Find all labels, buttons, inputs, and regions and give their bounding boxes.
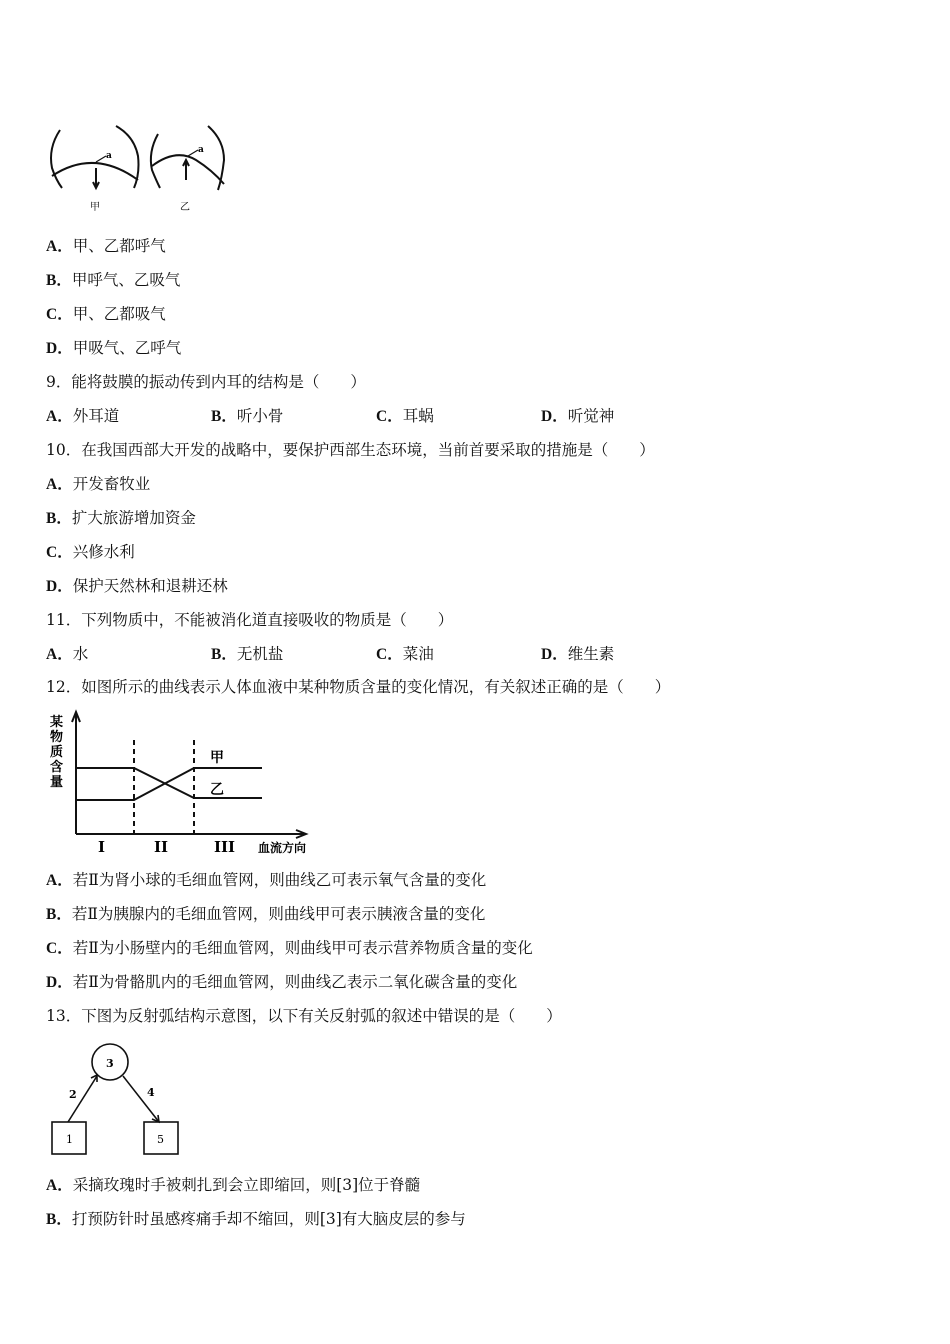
q9-options <box>46 406 614 427</box>
q11-stem: 11．下列物质中，不能被消化道直接吸收的物质是（ ） <box>46 611 454 629</box>
node-1-label: 1 <box>66 1133 73 1146</box>
section-label-2: II <box>154 838 169 856</box>
link-2-label: 2 <box>69 1088 77 1101</box>
label-a-yi: a <box>198 145 204 155</box>
diaphragm-figure <box>46 118 236 213</box>
y-label-char-4: 含 <box>50 760 64 775</box>
y-label-char-2: 物 <box>50 730 64 745</box>
q10-option-c: C．兴修水利 <box>46 543 135 561</box>
q8-option-b: B．甲呼气、乙吸气 <box>46 271 181 289</box>
q9-stem: 9．能将鼓膜的振动传到内耳的结构是（ ） <box>46 373 366 391</box>
q9-option-a: A．外耳道 <box>46 407 120 425</box>
q13-stem: 13．下图为反射弧结构示意图，以下有关反射弧的叙述中错误的是（ ） <box>46 1007 562 1025</box>
diaphragm-curve-yi <box>152 155 224 184</box>
q13-option-b: B．打预防针时虽感疼痛手却不缩回，则[3]有大脑皮层的参与 <box>46 1210 466 1228</box>
curve-label-jia: 甲 <box>210 750 224 766</box>
q12-option-d: D．若Ⅱ为骨骼肌内的毛细血管网，则曲线乙表示二氧化碳含量的变化 <box>46 973 518 991</box>
q13-option-a: A．采摘玫瑰时手被刺扎到会立即缩回，则[3]位于脊髓 <box>46 1176 421 1194</box>
label-a-jia: a <box>106 151 112 161</box>
q9-option-c: C．耳蜗 <box>376 407 434 425</box>
caption-yi: 乙 <box>180 202 190 213</box>
blood-content-graph <box>46 708 346 858</box>
ribcage-left-jia <box>51 130 62 188</box>
curve-upper-to-lower <box>76 768 262 798</box>
link-4-label: 4 <box>147 1086 155 1099</box>
node-3-label: 3 <box>106 1057 114 1070</box>
curve-label-yi: 乙 <box>210 782 224 798</box>
q8-option-c: C．甲、乙都吸气 <box>46 305 166 323</box>
q11-option-b: B．无机盐 <box>211 645 284 663</box>
q12-option-b: B．若Ⅱ为胰腺内的毛细血管网，则曲线甲可表示胰液含量的变化 <box>46 905 486 923</box>
caption-jia: 甲 <box>90 202 100 213</box>
node-5-label: 5 <box>157 1133 164 1146</box>
q10-option-d: D．保护天然林和退耕还林 <box>46 577 228 595</box>
y-label-char-1: 某 <box>50 715 64 730</box>
curve-lower-to-upper <box>76 768 262 800</box>
q10-stem: 10．在我国西部大开发的战略中，要保护西部生态环境，当前首要采取的措施是（ ） <box>46 441 655 459</box>
q11-option-a: A．水 <box>46 645 89 663</box>
q10-option-b: B．扩大旅游增加资金 <box>46 509 196 527</box>
reflex-arc-figure <box>46 1040 186 1160</box>
section-label-1: I <box>98 838 106 856</box>
q11-option-c: C．菜油 <box>376 645 434 663</box>
q12-option-a: A．若Ⅱ为肾小球的毛细血管网，则曲线乙可表示氧气含量的变化 <box>46 871 487 889</box>
section-label-3: III <box>214 838 236 856</box>
link-4 <box>123 1076 159 1122</box>
q12-stem: 12．如图所示的曲线表示人体血液中某种物质含量的变化情况，有关叙述正确的是（ ） <box>46 678 671 696</box>
y-label-char-3: 质 <box>50 745 64 760</box>
x-axis-label: 血流方向 <box>258 841 307 855</box>
q12-option-c: C．若Ⅱ为小肠壁内的毛细血管网，则曲线甲可表示营养物质含量的变化 <box>46 939 533 957</box>
pointer-a-yi <box>188 150 198 156</box>
q11-options <box>46 644 614 665</box>
pointer-a-jia <box>96 156 106 162</box>
q8-option-a: A．甲、乙都呼气 <box>46 237 166 255</box>
q9-option-b: B．听小骨 <box>211 407 284 425</box>
q10-option-a: A．开发畜牧业 <box>46 475 151 493</box>
y-label-char-5: 量 <box>50 775 64 790</box>
q9-option-d: D．听觉神 <box>541 407 615 425</box>
q8-option-d: D．甲吸气、乙呼气 <box>46 339 182 357</box>
q11-option-d: D．维生素 <box>541 645 615 663</box>
